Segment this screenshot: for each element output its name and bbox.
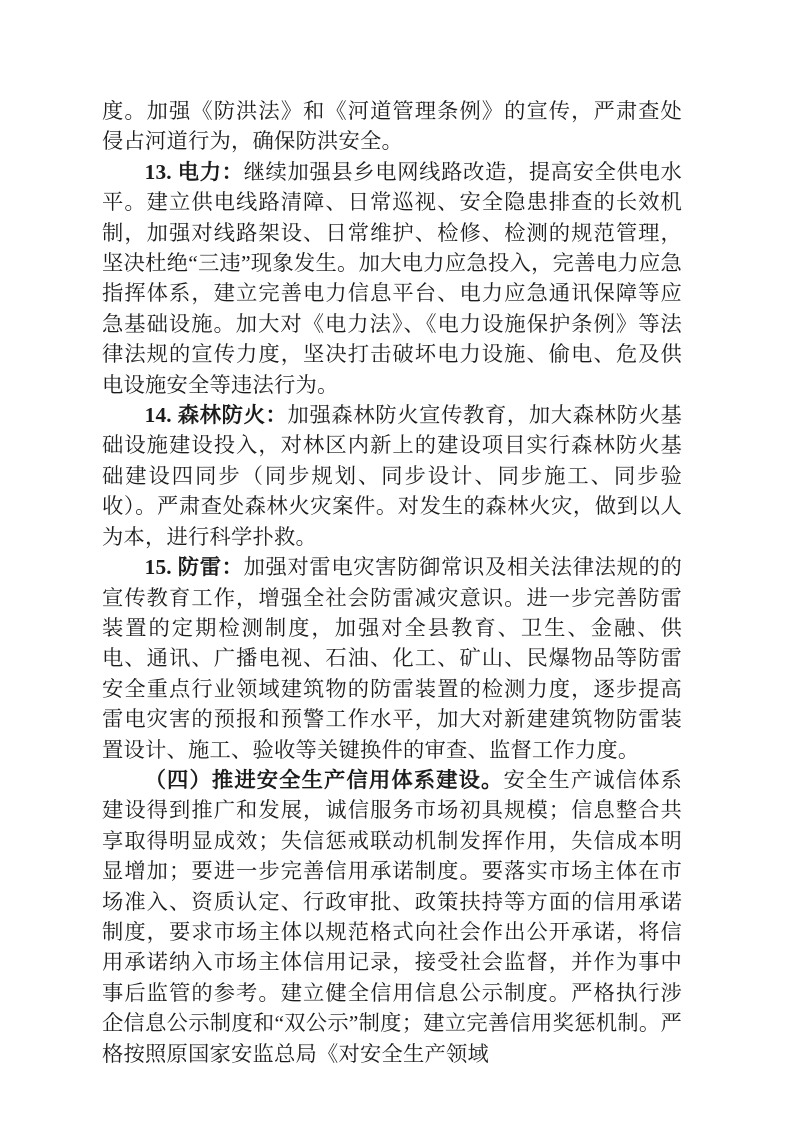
document-text-block [102,96,682,1069]
paragraph-heading: 13. 电力： [144,159,244,184]
paragraph-text: 安全生产诚信体系建设得到推广和发展，诚信服务市场初具规模；信息整合共享取得明显成效；失信惩戒联动机制发挥作用，失信成本明显增加；要进一步完善信用承诺制度。要落实市场主体在市场准入、资质认定、行政审批、政策扶持等方面的信用承诺制度，要求市场主体以规范格式向社会作出公开承诺，将信用承诺纳入市场主体信用记录，接受社会监督，并作为事中事后监管的参考。建立健全信用信息公示制度。严格执行涉企信息公示制度和“双公示”制度；建立完善信用奖惩机制。严格按照原国家安监总局《对安全生产领域 [102,767,682,1066]
paragraph-electric-power [102,157,682,400]
paragraph-text: 度。加强《防洪法》和《河道管理条例》的宣传，严肃查处侵占河道行为，确保防洪安全。 [102,99,682,154]
paragraph-forest-fire-prevention [102,400,682,552]
paragraph-credit-system [102,765,682,1069]
paragraph-text: 继续加强县乡电网线路改造，提高安全供电水平。建立供电线路清障、日常巡视、安全隐患排查的长效机制，加强对线路架设、日常维护、检修、检测的规范管理，坚决杜绝“三违”现象发生。加大电力应急投入，完善电力应急指挥体系，建立完善电力信息平台、电力应急通讯保障等应急基础设施。加大对《电力法》、《电力设施保护条例》等法律法规的宣传力度，坚决打击破坏电力设施、偷电、危及供电设施安全等违法行为。 [102,159,682,397]
paragraph-heading: 15. 防雷： [144,555,244,580]
paragraph-heading: 14. 森林防火： [144,403,288,428]
paragraph-lightning-protection [102,552,682,765]
paragraph-flood-control-continuation [102,96,682,157]
paragraph-heading: （四）推进安全生产信用体系建设。 [144,767,504,792]
paragraph-text: 加强对雷电灾害防御常识及相关法律法规的的宣传教育工作，增强全社会防雷减灾意识。进一步完善防雷装置的定期检测制度，加强对全县教育、卫生、金融、供电、通讯、广播电视、石油、化工、矿山、民爆物品等防雷安全重点行业领域建筑物的防雷装置的检测力度，逐步提高雷电灾害的预报和预警工作水平，加大对新建建筑物防雷装置设计、施工、验收等关键换件的审查、监督工作力度。 [102,555,682,762]
paragraph-text: 加强森林防火宣传教育，加大森林防火基础设施建设投入，对林区内新上的建设项目实行森林防火基础建设四同步（同步规划、同步设计、同步施工、同步验收）。严肃查处森林火灾案件。对发生的森林火灾，做到以人为本，进行科学扑救。 [102,403,682,549]
